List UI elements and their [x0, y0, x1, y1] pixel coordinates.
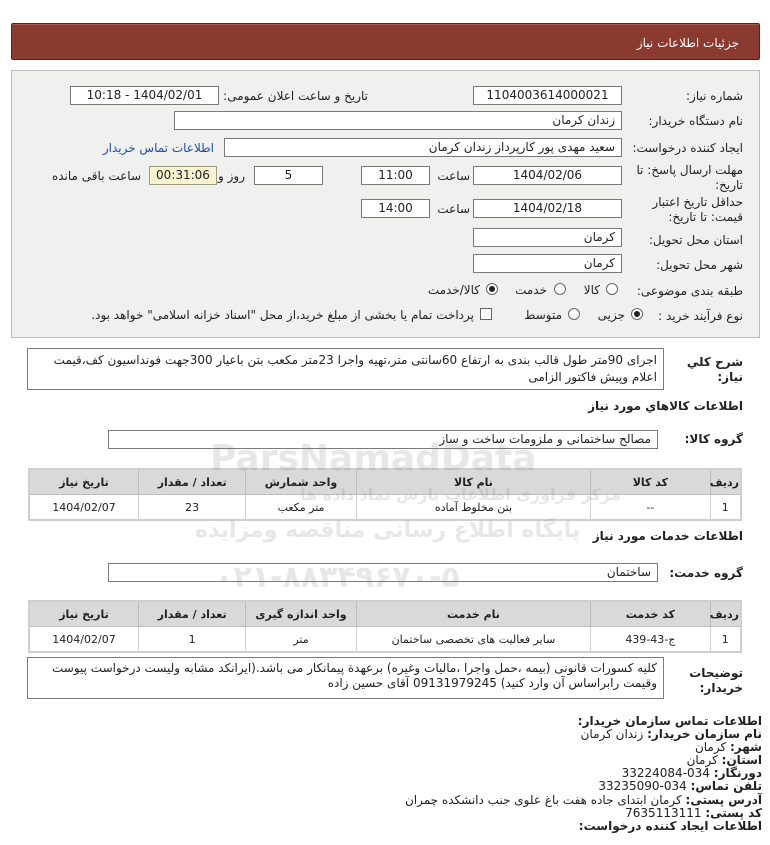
validity-label-2: قیمت: تا تاریخ: [668, 210, 743, 224]
goods-group-field: مصالح ساختمانی و ملزومات ساخت و ساز [108, 430, 658, 449]
city-field: کرمان [473, 254, 622, 273]
contact-province: کرمان [686, 753, 718, 768]
services-group-label: گروه خدمت: [669, 566, 743, 580]
process-option-minor: جزیی [597, 308, 625, 322]
buyer-contact-info [405, 715, 762, 833]
col-unit: واحد اندازه گیری [246, 601, 357, 627]
category-radio-service[interactable] [554, 283, 566, 295]
validity-time-label: ساعت [437, 202, 470, 216]
deadline-date-field: 1404/02/06 [473, 166, 622, 185]
process-radio-medium[interactable] [568, 308, 580, 320]
description-label-line2: نياز: [717, 370, 743, 384]
province-label: استان محل تحویل: [648, 233, 743, 247]
cell-code: ج-43-439 [591, 627, 710, 653]
cell-date: 1404/02/07 [29, 495, 139, 521]
province-field: کرمان [473, 228, 622, 247]
contact-city-label: شهر: [730, 740, 762, 755]
category-option-goods: کالا [583, 283, 600, 297]
process-label: نوع فرآیند خرید : [658, 309, 743, 323]
description-label-line1: شرح کلي [686, 355, 743, 369]
remaining-label: ساعت باقی مانده [51, 169, 141, 183]
goods-section-title: اطلاعات کالاهاي مورد نياز [588, 399, 743, 413]
validity-date-field: 1404/02/18 [473, 199, 622, 218]
cell-unit: متر مکعب [246, 495, 357, 521]
services-section-title: اطلاعات خدمات مورد نیاز [592, 529, 743, 543]
contact-city: کرمان [694, 740, 727, 755]
services-table-header [29, 601, 741, 627]
remaining-time-field: 00:31:06 [149, 166, 217, 185]
page-header [11, 23, 760, 60]
deadline-time-field: 11:00 [361, 166, 430, 185]
days-field: 5 [254, 166, 323, 185]
contact-postal-label: کد پستی: [705, 805, 762, 820]
cell-qty: 1 [139, 627, 246, 653]
announce-label: تاریخ و ساعت اعلان عمومی: [223, 89, 368, 103]
col-name: نام کالا [356, 469, 590, 495]
notes-label-line1: توضیحات [689, 666, 743, 680]
contact-org-label: نام سازمان خریدار: [647, 727, 762, 742]
creator-info-title: اطلاعات ایجاد کننده درخواست: [578, 818, 762, 833]
buyer-org-field: زندان کرمان [174, 111, 622, 130]
goods-table [28, 468, 742, 521]
contact-org: زندان کرمان [580, 727, 644, 742]
cell-unit: متر [246, 627, 357, 653]
col-date: تاریخ نیاز [29, 469, 139, 495]
contact-address-label: آدرس پستی: [685, 792, 762, 807]
buyer-org-label: نام دستگاه خریدار: [648, 114, 743, 128]
description-label [687, 355, 743, 385]
deadline-time-label: ساعت [437, 169, 470, 183]
goods-group-label: گروه کالا: [684, 432, 743, 446]
contact-phone-label: تلفن تماس: [690, 779, 762, 794]
col-qty: تعداد / مقدار [139, 469, 246, 495]
col-row: ردیف [710, 469, 741, 495]
contact-fax: 034-33224084 [621, 766, 710, 781]
col-qty: تعداد / مقدار [139, 601, 246, 627]
contact-province-label: استان: [721, 753, 762, 768]
creator-field: سعید مهدی پور کارپرداز زندان کرمان [224, 138, 622, 157]
category-radio-goods[interactable] [606, 283, 618, 295]
col-code: کد کالا [591, 469, 710, 495]
process-option-medium: متوسط [524, 308, 562, 322]
category-label: طبقه بندی موضوعی: [636, 284, 743, 298]
page-title: جزئیات اطلاعات نیاز [636, 36, 739, 50]
description-box: اجرای 90متر طول قالب بندی به ارتفاع 60سانتی متر،تهیه واجرا 23متر مکعب بتن باعیار 300جهت فونداسیون کف،قیمت اعلام وپیش فاکتور الزامی [27, 348, 664, 390]
notes-label [689, 666, 743, 696]
table-row [29, 495, 741, 521]
table-row [29, 627, 741, 653]
announce-field: 1404/02/01 - 10:18 [70, 86, 219, 105]
cell-row: 1 [710, 495, 741, 521]
treasury-payment-checkbox[interactable] [480, 308, 492, 320]
creator-label: ایجاد کننده درخواست: [632, 141, 743, 155]
cell-row: 1 [710, 627, 741, 653]
contact-postal: 7635113111 [625, 805, 702, 820]
city-label: شهر محل تحویل: [656, 258, 743, 272]
col-code: کد خدمت [591, 601, 710, 627]
notes-box: کلیه کسورات قانونی (بیمه ،حمل واجرا ،مالیات وغیره) برعهدة پیمانکار می باشد.(ایرانکد مشابه ولیست درخواست پیوست وقیمت رابراساس آن وارد کنید) 09131979245 آقای حسین زاده [27, 657, 664, 699]
contact-title: اطلاعات تماس سازمان خریدار: [577, 714, 762, 728]
col-unit: واحد شمارش [246, 469, 357, 495]
contact-fax-label: دورنگار: [713, 766, 762, 781]
deadline-label: مهلت ارسال پاسخ: تا [636, 163, 743, 177]
notes-label-line2: خریدار: [699, 681, 743, 695]
col-date: تاریخ نیاز [29, 601, 139, 627]
days-label: روز و [218, 169, 245, 183]
goods-table-header [29, 469, 741, 495]
cell-qty: 23 [139, 495, 246, 521]
category-option-service: خدمت [515, 283, 547, 297]
need-number-field: 1104003614000021 [473, 86, 622, 105]
validity-label: حداقل تاریخ اعتبار [652, 195, 743, 209]
cell-name: بتن مخلوط آماده [356, 495, 590, 521]
services-table [28, 600, 742, 653]
services-group-field: ساختمان [108, 563, 658, 582]
col-name: نام خدمت [356, 601, 590, 627]
col-row: ردیف [710, 601, 741, 627]
buyer-contact-link[interactable]: اطلاعات تماس خریدار [102, 141, 214, 155]
contact-phone: 034-33235090 [598, 779, 687, 794]
treasury-payment-note: پرداخت تمام یا بخشی از مبلغ خرید،از محل "اسناد خزانه اسلامی" خواهد بود. [91, 308, 474, 322]
watermark-brand: ParsNamadData [210, 438, 537, 479]
watermark-subtitle: پایگاه اطلاع رسانی مناقصه ومزایده [195, 518, 581, 543]
category-radio-goods-service[interactable] [486, 283, 498, 295]
process-radio-minor[interactable] [631, 308, 643, 320]
validity-time-field: 14:00 [361, 199, 430, 218]
need-number-label: شماره نیاز: [686, 89, 743, 103]
category-option-goods-service: کالا/خدمت [427, 283, 480, 297]
cell-code: -- [591, 495, 710, 521]
contact-address: کرمان ابتدای جاده هفت باغ علوی جنب دانشکده چمران [404, 792, 682, 807]
cell-date: 1404/02/07 [29, 627, 139, 653]
cell-name: سایر فعالیت های تخصصی ساختمان [356, 627, 590, 653]
deadline-label-2: تاریخ: [715, 178, 743, 192]
